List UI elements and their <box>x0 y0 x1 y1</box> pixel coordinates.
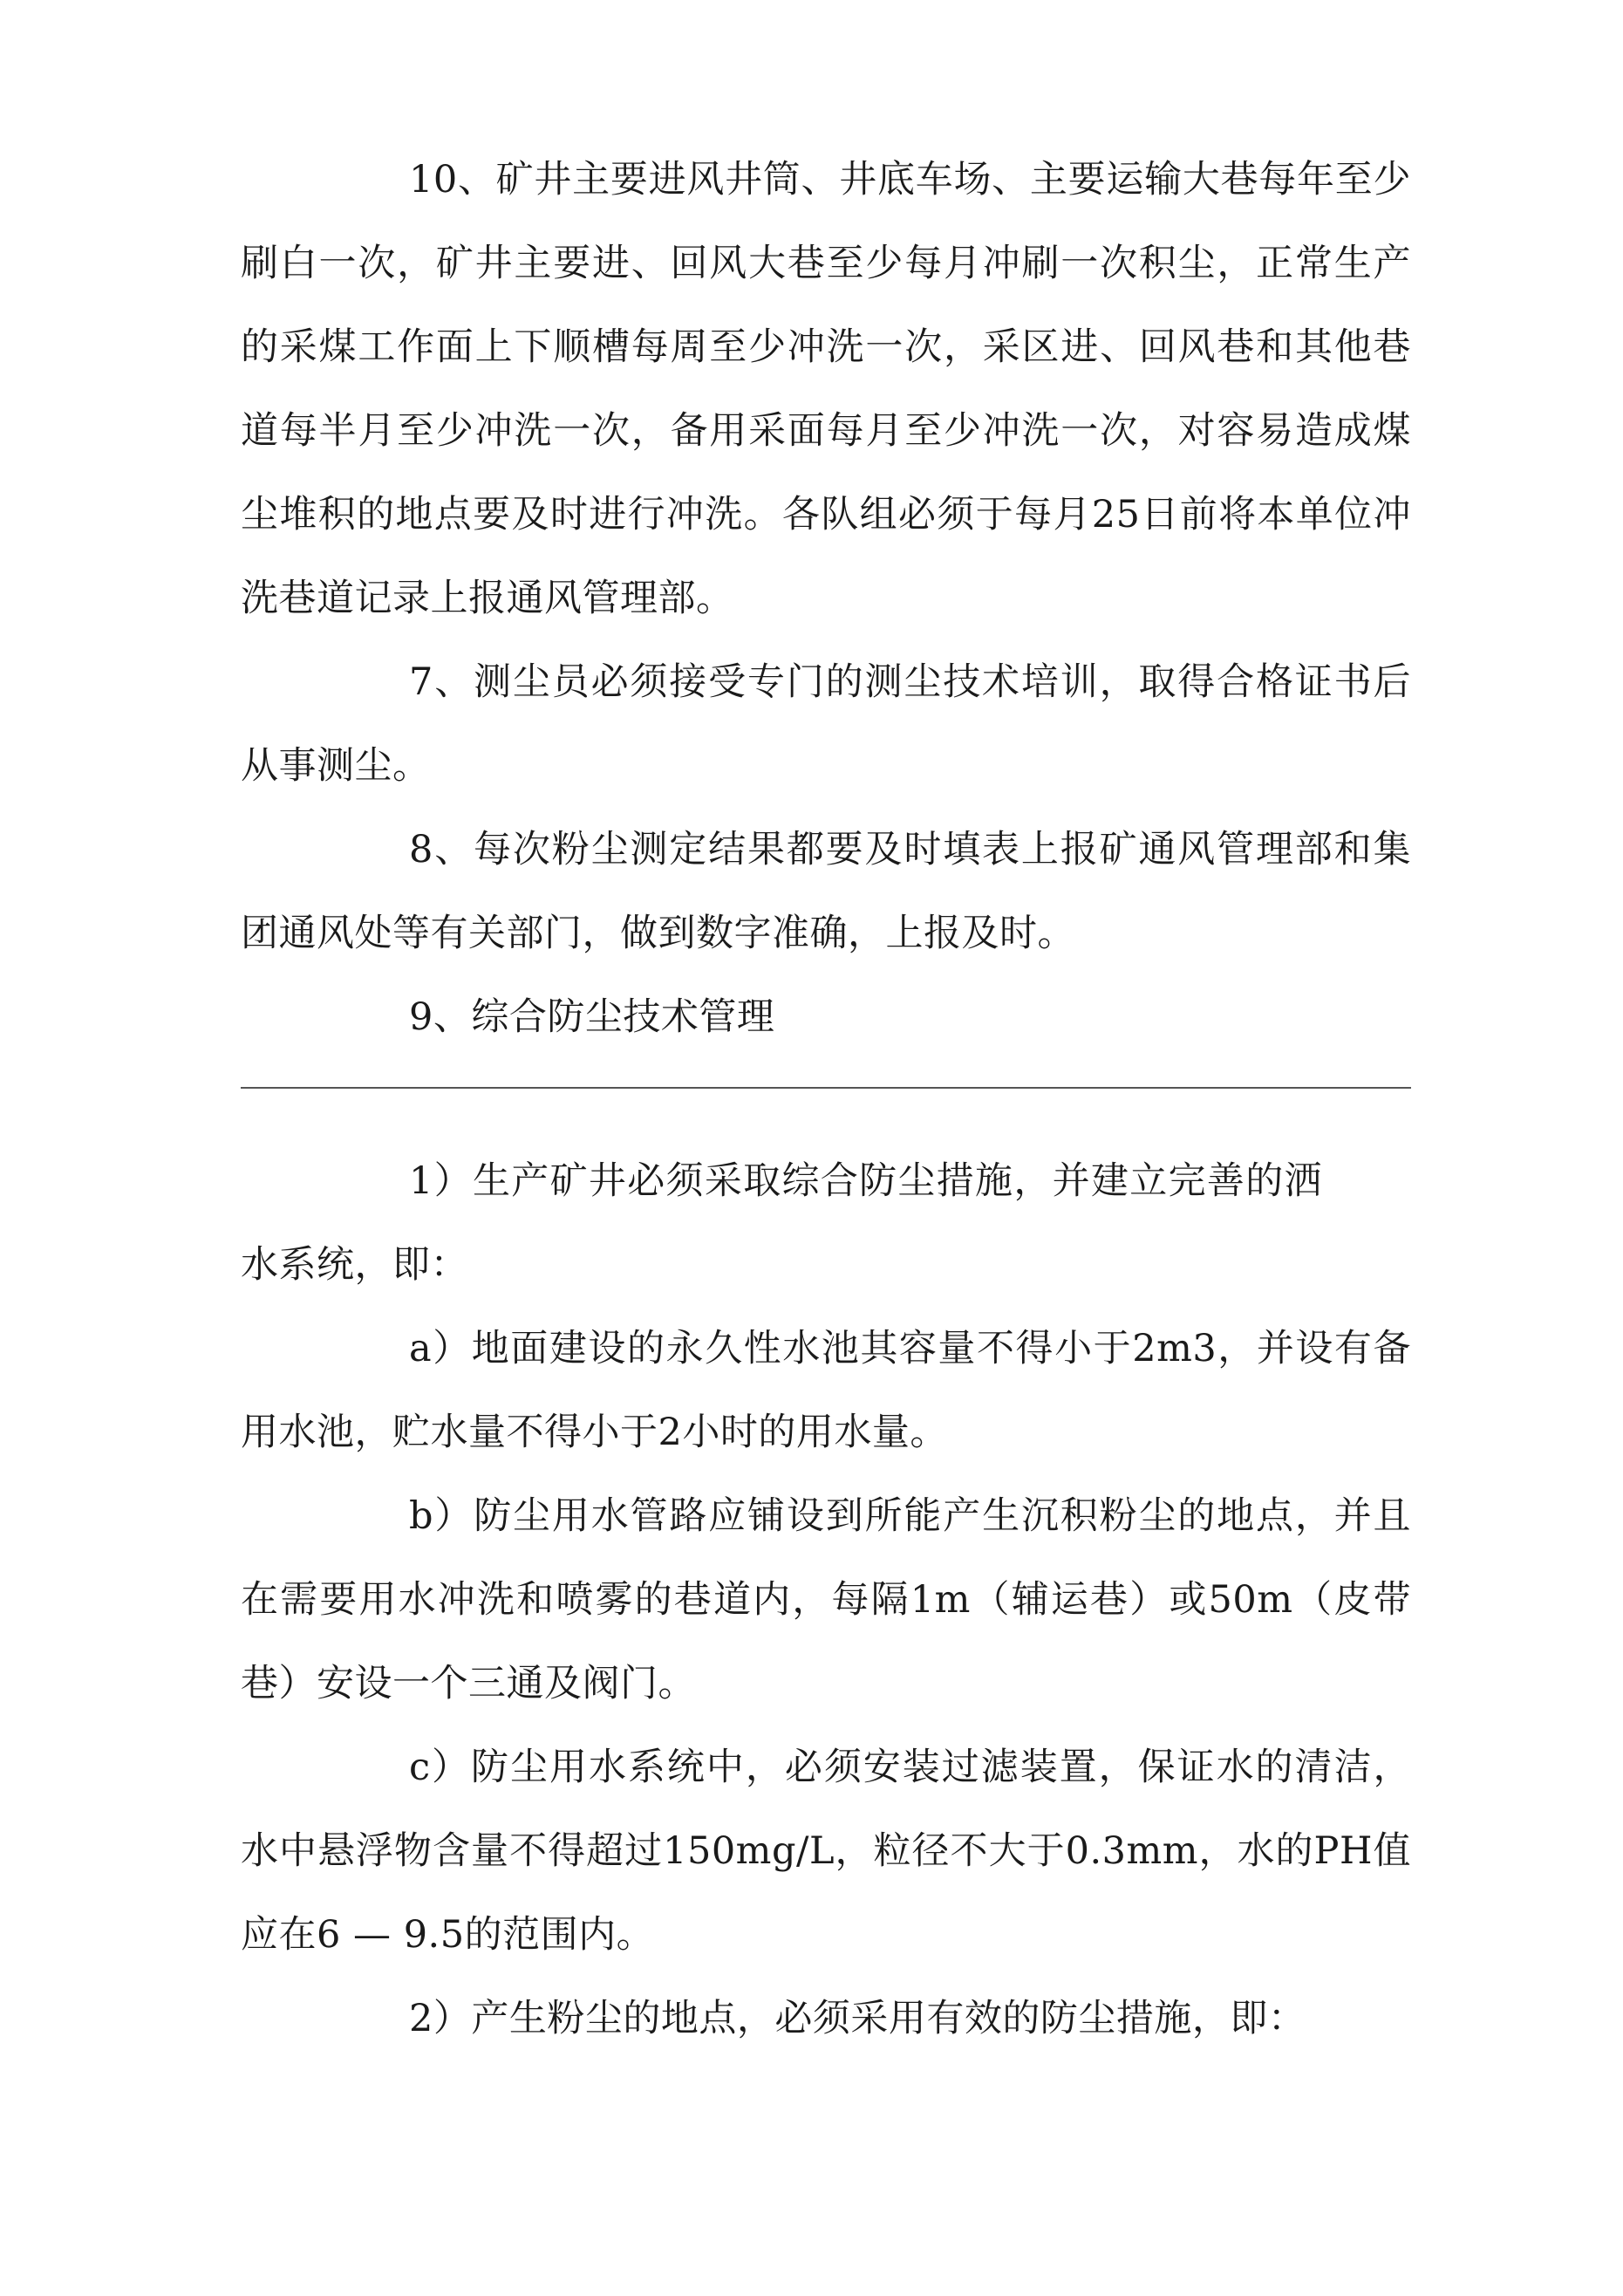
paragraph-b-water-pipeline: b）防尘用水管路应铺设到所能产生沉积粉尘的地点，并且在需要用水冲洗和喷雾的巷道内，每隔1m（辅运巷）或50m（皮带巷）安设一个三通及阀门。 <box>241 1494 1411 1705</box>
paragraph-8-reporting: 8、每次粉尘测定结果都要及时填表上报矿通风管理部和集团通风处等有关部门，做到数字准确，上报及时。 <box>241 828 1411 955</box>
paragraph-10-flushing-schedule: 10、矿井主要进风井筒、井底车场、主要运输大巷每年至少刷白一次，矿井主要进、回风大巷至少每月冲刷一次积尘，正常生产的采煤工作面上下顺槽每周至少冲洗一次，采区进、回风巷和其他巷道每半月至少冲洗一次，备用采面每月至少冲洗一次，对容易造成煤尘堆积的地点要及时进行冲洗。各队组必须于每月25日前将本单位冲洗巷道记录上报通风管理部。 <box>241 158 1411 620</box>
paragraph-1-sprinkler-system: 1）生产矿井必须采取综合防尘措施，并建立完善的洒水系统，即： <box>241 1159 1322 1287</box>
paragraph-a-water-tank: a）地面建设的永久性水池其容量不得小于2m3，并设有备用水池，贮水量不得小于2小时的用水量。 <box>241 1327 1411 1454</box>
paragraph-9-heading: 9、综合防尘技术管理 <box>409 995 775 1039</box>
paragraph-c-filtration: c）防尘用水系统中，必须安装过滤装置，保证水的清洁，水中悬浮物含量不得超过150mg/L，粒径不大于0.3mm，水的PH值应在6 — 9.5的范围内。 <box>241 1746 1411 1957</box>
document-page-lower <box>241 0 1411 2296</box>
paragraph-2-dust-measures: 2）产生粉尘的地点，必须采用有效的防尘措施，即： <box>409 1997 1306 2040</box>
paragraph-7-dust-tester-training: 7、测尘员必须接受专门的测尘技术培训，取得合格证书后从事测尘。 <box>241 660 1411 788</box>
